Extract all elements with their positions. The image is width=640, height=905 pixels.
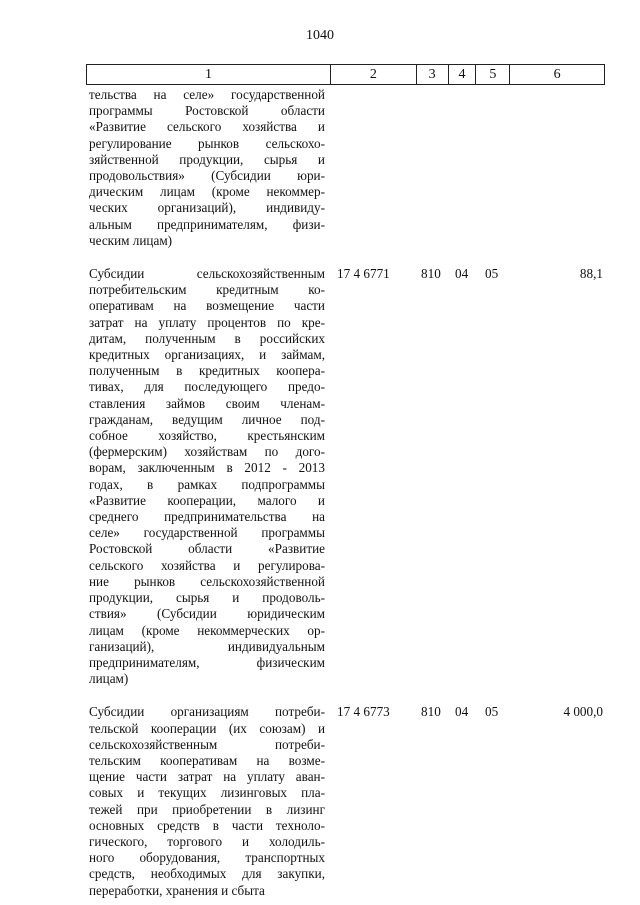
description-line: потребительским кредитным ко- (89, 282, 325, 298)
description-line: щение части затрат на уплату аван- (89, 769, 325, 785)
description-line: ние рынков сельскохозяйственной (89, 573, 325, 589)
description-line: оперативам на возмещение части (89, 298, 325, 314)
table-row (86, 87, 605, 249)
row-col4 (453, 87, 483, 249)
description-line: Ростовской области «Развитие (89, 541, 325, 557)
description-line: средств, необходимых для закупки, (89, 866, 325, 882)
row-col3: 810 (421, 266, 441, 282)
table-body (86, 87, 605, 899)
row-col4: 04 (455, 266, 469, 282)
description-line: зяйственной продукции, сырья и (89, 151, 325, 167)
row-description (86, 704, 325, 898)
description-line: ганизаций), индивидуальным (89, 638, 325, 654)
description-line: тивах, для последующего предо- (89, 379, 325, 395)
description-line: собное хозяйство, крестьянским (89, 428, 325, 444)
row-col5: 05 (485, 704, 499, 720)
description-line: тельской кооперации (их союзам) и (89, 720, 325, 736)
description-line: ворам, заключенным в 2012 - 2013 (89, 460, 325, 476)
description-line: сельского хозяйства и регулирова- (89, 557, 325, 573)
row-code: 17 4 6771 (337, 266, 390, 282)
description-line: лицам (кроме некоммерческих ор- (89, 622, 325, 638)
description-line: регулирование рынков сельскохо- (89, 135, 325, 151)
table-row (86, 704, 605, 898)
description-line: кредитных организациях, и займам, (89, 347, 325, 363)
description-line: сельскохозяйственным потреби- (89, 736, 325, 752)
description-line: гического, торгового и холодиль- (89, 833, 325, 849)
description-line: тежей при приобретении в лизинг (89, 801, 325, 817)
description-line: «Развитие сельского хозяйства и (89, 119, 325, 135)
row-amount (519, 87, 605, 249)
row-col3 (417, 87, 453, 249)
page-number: 1040 (306, 28, 334, 43)
description-line: продовольствия» (Субсидии юри- (89, 168, 325, 184)
description-line: дитам, полученным в российских (89, 330, 325, 346)
description-line: ствия» (Субсидии юридическим (89, 606, 325, 622)
row-description (86, 87, 325, 249)
description-line: годах, в рамках подпрограммы (89, 476, 325, 492)
description-line: ческих организаций), индивиду- (89, 200, 325, 216)
row-code: 17 4 6773 (337, 704, 390, 720)
description-line: предпринимателям, физическим (89, 654, 325, 670)
row-col3: 810 (421, 704, 441, 720)
description-line: (фермерским) хозяйствам по дого- (89, 444, 325, 460)
description-line: тельским кооперативам на возме- (89, 752, 325, 768)
description-line: тельства на селе» государственной (89, 87, 325, 102)
header-col-5: 5 (475, 65, 509, 84)
row-col4: 04 (455, 704, 469, 720)
row-amount: 88,1 (579, 266, 603, 282)
header-col-6: 6 (509, 65, 604, 84)
row-amount: 4 000,0 (563, 704, 603, 720)
row-col5: 05 (485, 266, 499, 282)
description-line: ного оборудования, транспортных (89, 850, 325, 866)
description-line: совых и текущих лизинговых пла- (89, 785, 325, 801)
row-description (86, 266, 325, 687)
row-gap (86, 687, 605, 704)
table-header (86, 64, 605, 85)
description-line: Субсидии организациям потреби- (89, 704, 325, 720)
row-code (325, 87, 417, 249)
row-gap (86, 249, 605, 266)
description-line: ческим лицам) (89, 232, 173, 248)
header-col-3: 3 (416, 65, 448, 84)
header-col-2: 2 (330, 65, 416, 84)
description-line: альным предпринимателям, физи- (89, 216, 325, 232)
description-line: гражданам, ведущим личное под- (89, 411, 325, 427)
description-line: дическим лицам (кроме некоммер- (89, 184, 325, 200)
description-line: селе» государственной программы (89, 525, 325, 541)
row-col5 (483, 87, 519, 249)
description-line: лицам) (89, 671, 129, 687)
description-line: продукции, сырья и продоволь- (89, 590, 325, 606)
description-line: затрат на уплату процентов по кре- (89, 314, 325, 330)
description-line: среднего предпринимательства на (89, 509, 325, 525)
description-line: основных средств в части техноло- (89, 817, 325, 833)
header-col-1: 1 (205, 67, 213, 82)
description-line: переработки, хранения и сбыта (89, 882, 265, 898)
description-line: полученным в кредитных коопера- (89, 363, 325, 379)
description-line: «Развитие кооперации, малого и (89, 492, 325, 508)
description-line: Субсидии сельскохозяйственным (89, 266, 325, 282)
table-row (86, 266, 605, 687)
header-col-4: 4 (448, 65, 476, 84)
description-line: программы Ростовской области (89, 103, 325, 119)
description-line: ставления займов своим членам- (89, 395, 325, 411)
